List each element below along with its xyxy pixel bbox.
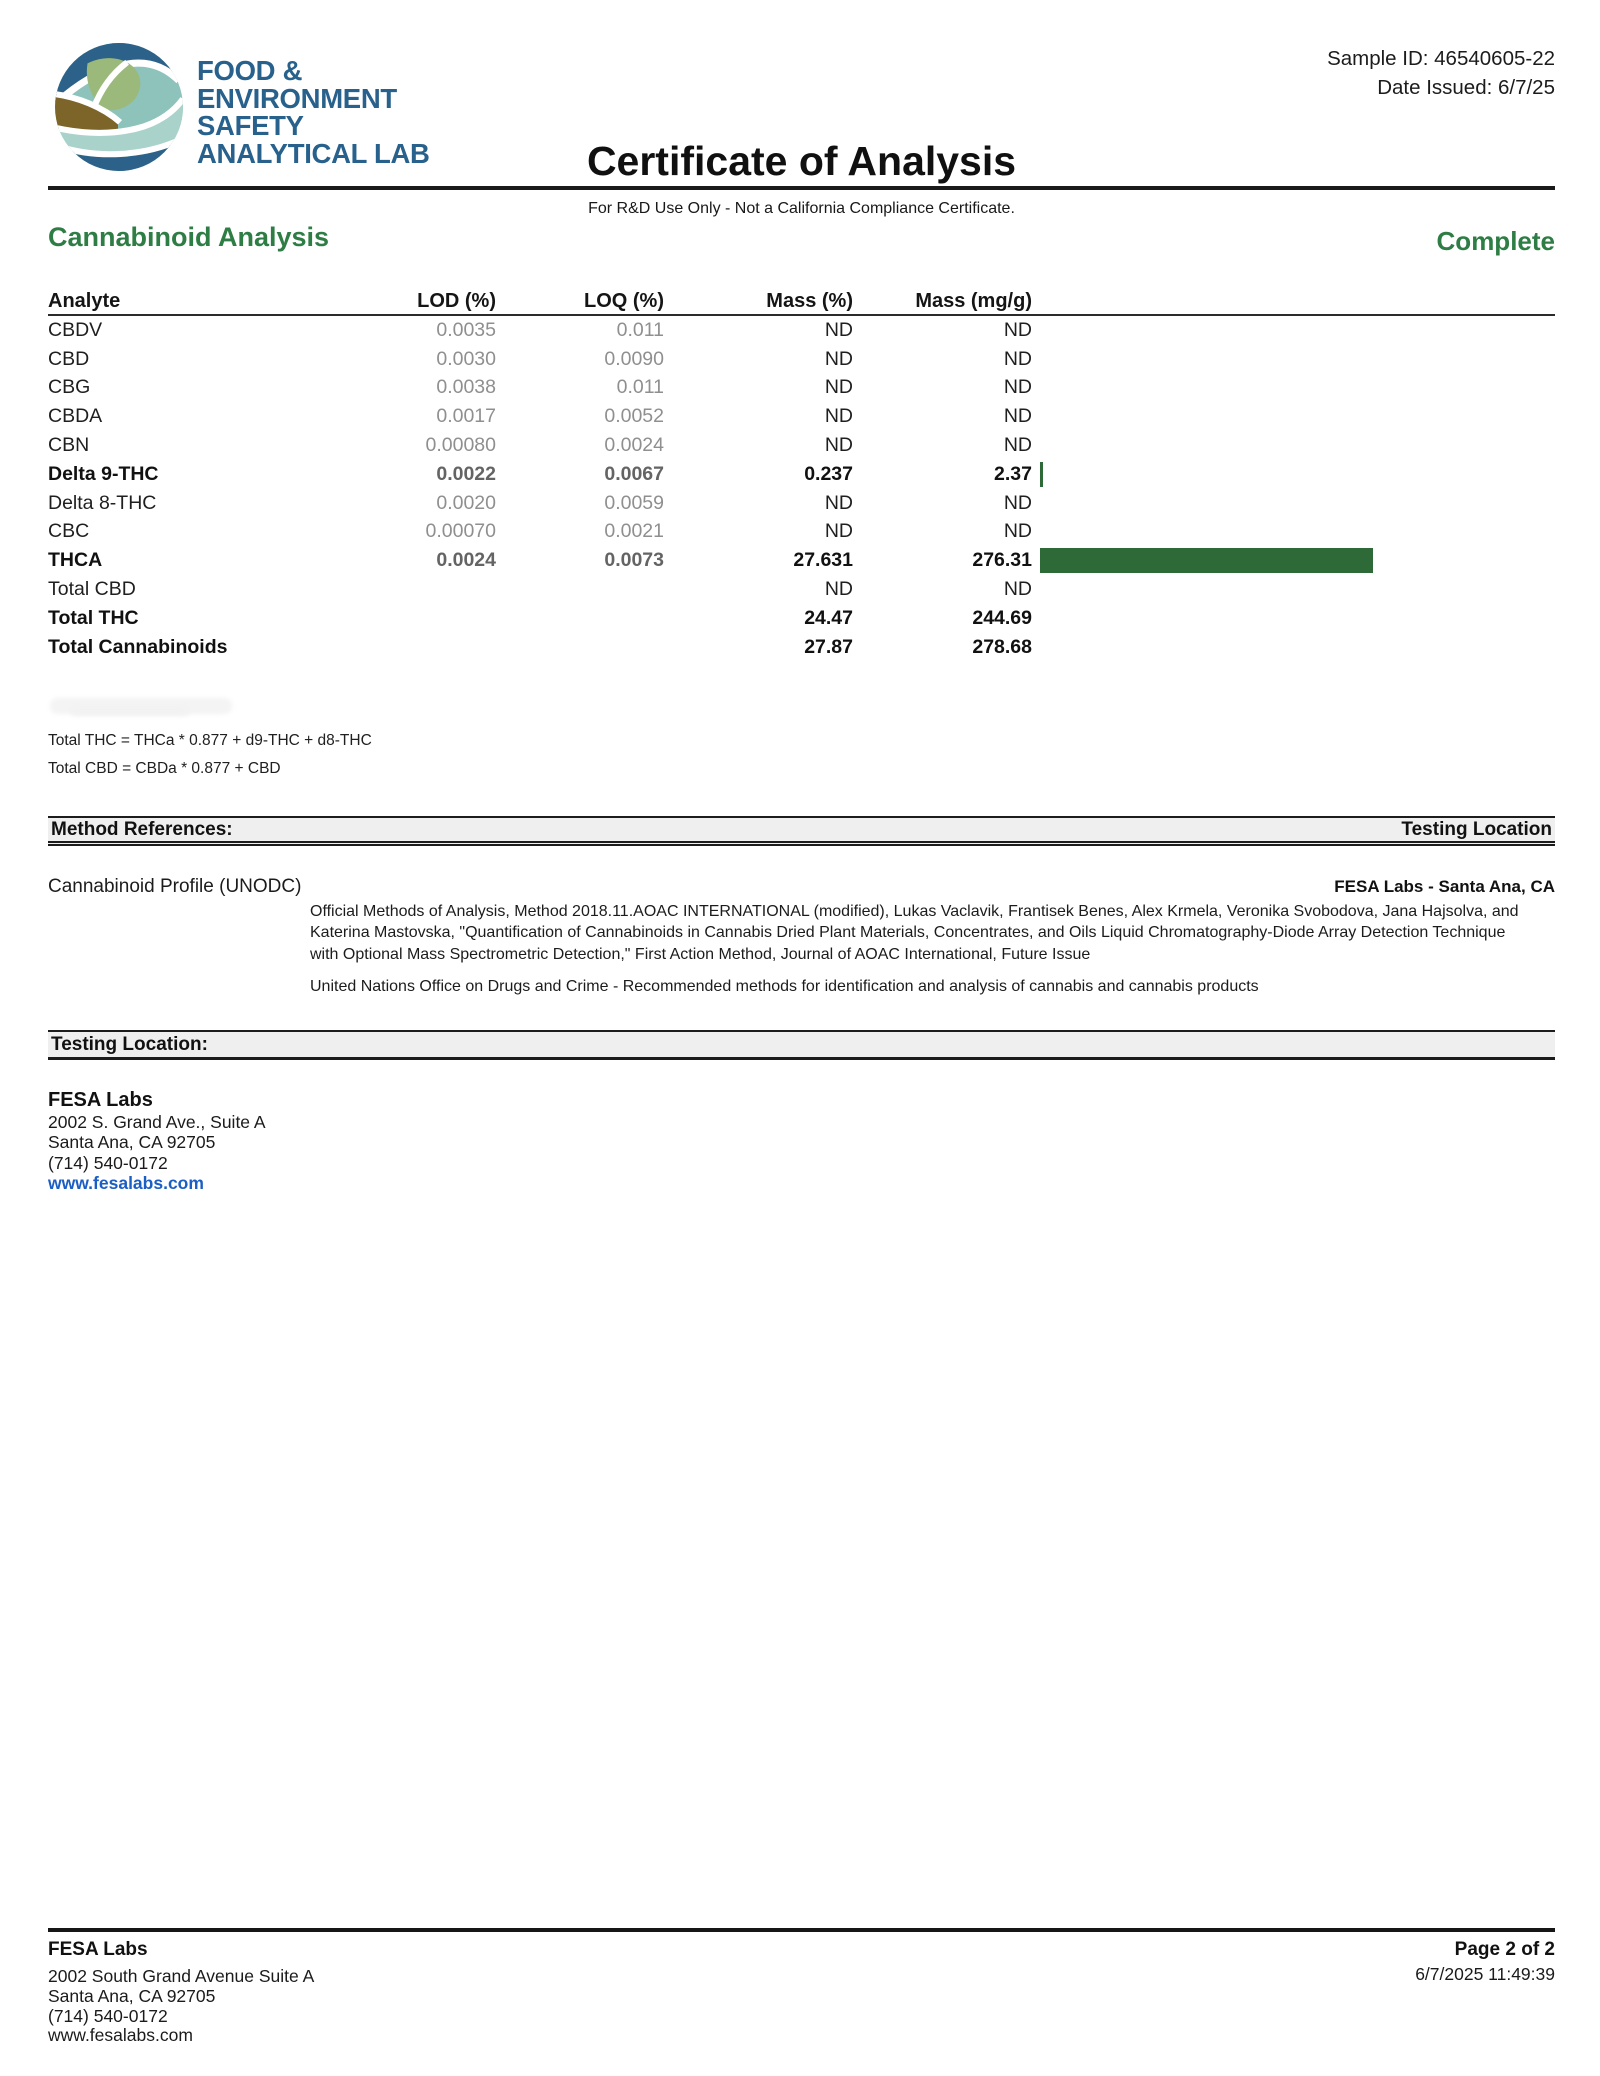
address-line: 2002 S. Grand Ave., Suite A [48,1112,266,1132]
mass-bar-cell [1032,604,1555,633]
method-profile-row [48,876,1555,898]
table-row [48,489,1555,518]
mass-percent-value: ND [824,318,853,341]
analyte-name: CBDA [48,405,103,428]
website-link[interactable]: www.fesalabs.com [48,1173,204,1194]
mass-mgg-value: 244.69 [972,606,1032,629]
loq-value: 0.0073 [604,549,664,572]
column-header-loq: LOQ (%) [584,289,664,312]
table-row [48,604,1555,633]
total-cbd-formula: Total CBD = CBDa * 0.877 + CBD [48,760,281,777]
loq-value: 0.0067 [604,462,664,485]
loq-value: 0.0021 [604,520,664,543]
method-lab-location: FESA Labs - Santa Ana, CA [1334,877,1555,896]
loq-value: 0.0024 [604,434,664,457]
testing-location-band-label: Testing Location: [51,1033,208,1055]
method-profile-name: Cannabinoid Profile (UNODC) [48,876,302,897]
mass-bar-cell [1032,518,1555,547]
table-row [48,460,1555,489]
mass-bar-cell [1032,431,1555,460]
lod-value: 0.0020 [436,491,496,514]
table-header [48,288,1555,316]
sample-id: Sample ID: 46540605-22 [1327,47,1555,70]
footer-divider [48,1928,1555,1932]
lod-value: 0.00080 [425,434,496,457]
mass-percent-value: 27.87 [804,635,853,658]
table-row [48,518,1555,547]
mass-bar-cell [1032,460,1555,489]
mass-percent-value: ND [824,376,853,399]
faint-watermark [70,706,190,716]
table-row [48,633,1555,662]
lab-name-line: FOOD & [197,55,303,86]
analyte-name: CBD [48,347,90,370]
footer-address-line: Santa Ana, CA 92705 [48,1985,216,2006]
column-header-mass: Mass (%) [766,289,853,312]
mass-bar-cell [1032,345,1555,374]
lod-value: 0.00070 [425,520,496,543]
mass-mgg-value: ND [1003,491,1032,514]
mass-mgg-value: ND [1003,376,1032,399]
total-thc-formula: Total THC = THCa * 0.877 + d9-THC + d8-THC [48,732,372,749]
page-number: Page 2 of 2 [1415,1938,1555,1961]
footer-address-block [48,1938,314,2046]
testing-location-address [48,1088,266,1194]
lab-name-line: ANALYTICAL LAB [197,138,430,170]
footer-phone: (714) 540-0172 [48,2005,168,2026]
mass-mgg-value: 278.68 [972,635,1032,658]
mass-percent-value: ND [824,578,853,601]
status-badge: Complete [1436,226,1555,256]
lod-value: 0.0035 [436,318,496,341]
analyte-name: Total CBD [48,578,136,601]
lab-name-line: ENVIRONMENT [197,82,397,114]
mass-percent-value: ND [824,520,853,543]
mass-mgg-value: ND [1003,347,1032,370]
cannabinoid-table [48,288,1555,662]
mass-bar-cell [1032,546,1555,575]
print-timestamp: 6/7/2025 11:49:39 [1415,1964,1555,1984]
mass-mgg-value: ND [1003,520,1032,543]
analyte-name: CBC [48,520,90,543]
mass-percent-value: ND [824,405,853,428]
analyte-name: CBG [48,376,91,399]
analyte-name: Total THC [48,606,139,629]
loq-value: 0.0090 [604,347,664,370]
mass-mgg-value: ND [1003,434,1032,457]
testing-location-label: Testing Location [1401,818,1552,840]
mass-mgg-value: ND [1003,578,1032,601]
footer-address-line: 2002 South Grand Avenue Suite A [48,1966,315,1986]
mass-mgg-value: ND [1003,405,1032,428]
analyte-name: Total Cannabinoids [48,635,228,658]
loq-value: 0.0052 [604,405,664,428]
compliance-note: For R&D Use Only - Not a California Compliance Certificate. [588,200,1015,217]
loq-value: 0.0059 [604,491,664,514]
footer-website: www.fesalabs.com [48,2025,193,2046]
address-line: Santa Ana, CA 92705 [48,1132,216,1153]
method-references-label: Method References: [51,818,233,840]
page-title: Certificate of Analysis [586,138,1017,184]
method-reference-text: Official Methods of Analysis, Method 2018.11.AOAC INTERNATIONAL (modified), Lukas Vaclavik, Frantisek Benes, Alex Krmela, Veronika Svobodova, Jana Hajsolva, and Katerina Mastovska, "Quantification of Cannabinoids in Cannabis Dried Plant Materials, Concentrates, and Oils Liquid Chromatography-Diode Array Detection Technique with Optional Mass Spectrometric Detection," First Action Method, Journal of AOAC International, Future Issue [310,903,1519,963]
loq-value: 0.011 [616,376,664,399]
lab-name-text: FESA Labs [48,1089,153,1111]
mass-percent-value: ND [824,347,853,370]
analyte-name: Delta 8-THC [48,491,157,514]
analyte-name: Delta 9-THC [48,462,159,485]
loq-value: 0.011 [616,318,664,341]
lod-value: 0.0024 [436,549,496,572]
section-title: Cannabinoid Analysis [48,222,330,252]
mass-percent-value: 24.47 [804,606,853,629]
table-row [48,316,1555,345]
mass-mgg-value: 2.37 [994,462,1032,485]
lod-value: 0.0022 [436,462,496,485]
analyte-name: CBN [48,434,90,457]
table-row [48,374,1555,403]
mass-bar [1040,462,1043,487]
column-header-lod: LOD (%) [417,289,496,312]
table-row [48,345,1555,374]
mass-percent-value: ND [824,434,853,457]
header-divider [48,186,1555,190]
mass-bar-cell [1032,316,1555,345]
lod-value: 0.0038 [436,376,496,399]
lod-value: 0.0030 [436,347,496,370]
table-row [48,431,1555,460]
column-header-mass-mg-g: Mass (mg/g) [915,289,1032,312]
testing-location-band [48,1030,1555,1060]
date-issued: Date Issued: 6/7/25 [1377,76,1555,99]
footer-page-block [1415,1938,1555,1987]
mass-bar-cell [1032,489,1555,518]
mass-mgg-value: 276.31 [972,549,1032,572]
method-references-band [48,816,1555,846]
analyte-name: CBDV [48,318,103,341]
table-row [48,546,1555,575]
lod-value: 0.0017 [436,405,496,428]
mass-percent-value: ND [824,491,853,514]
table-row [48,402,1555,431]
footer-lab-name: FESA Labs [48,1939,148,1960]
table-row [48,575,1555,604]
mass-bar-cell [1032,374,1555,403]
lab-name-line: SAFETY [197,110,304,142]
phone-number: (714) 540-0172 [48,1152,168,1173]
mass-bar-cell [1032,633,1555,662]
analyte-name: THCA [48,549,103,572]
mass-percent-value: 0.237 [804,462,853,485]
mass-bar-cell [1032,575,1555,604]
mass-bar-cell [1032,402,1555,431]
table-body [48,316,1555,662]
column-header-analyte: Analyte [48,289,121,312]
mass-percent-value: 27.631 [793,549,853,572]
document-meta [1327,44,1555,102]
mass-bar [1040,548,1373,573]
mass-mgg-value: ND [1003,318,1032,341]
method-reference-text-2: United Nations Office on Drugs and Crime - Recommended methods for identification and analysis of cannabis and cannabis products [310,978,1259,995]
